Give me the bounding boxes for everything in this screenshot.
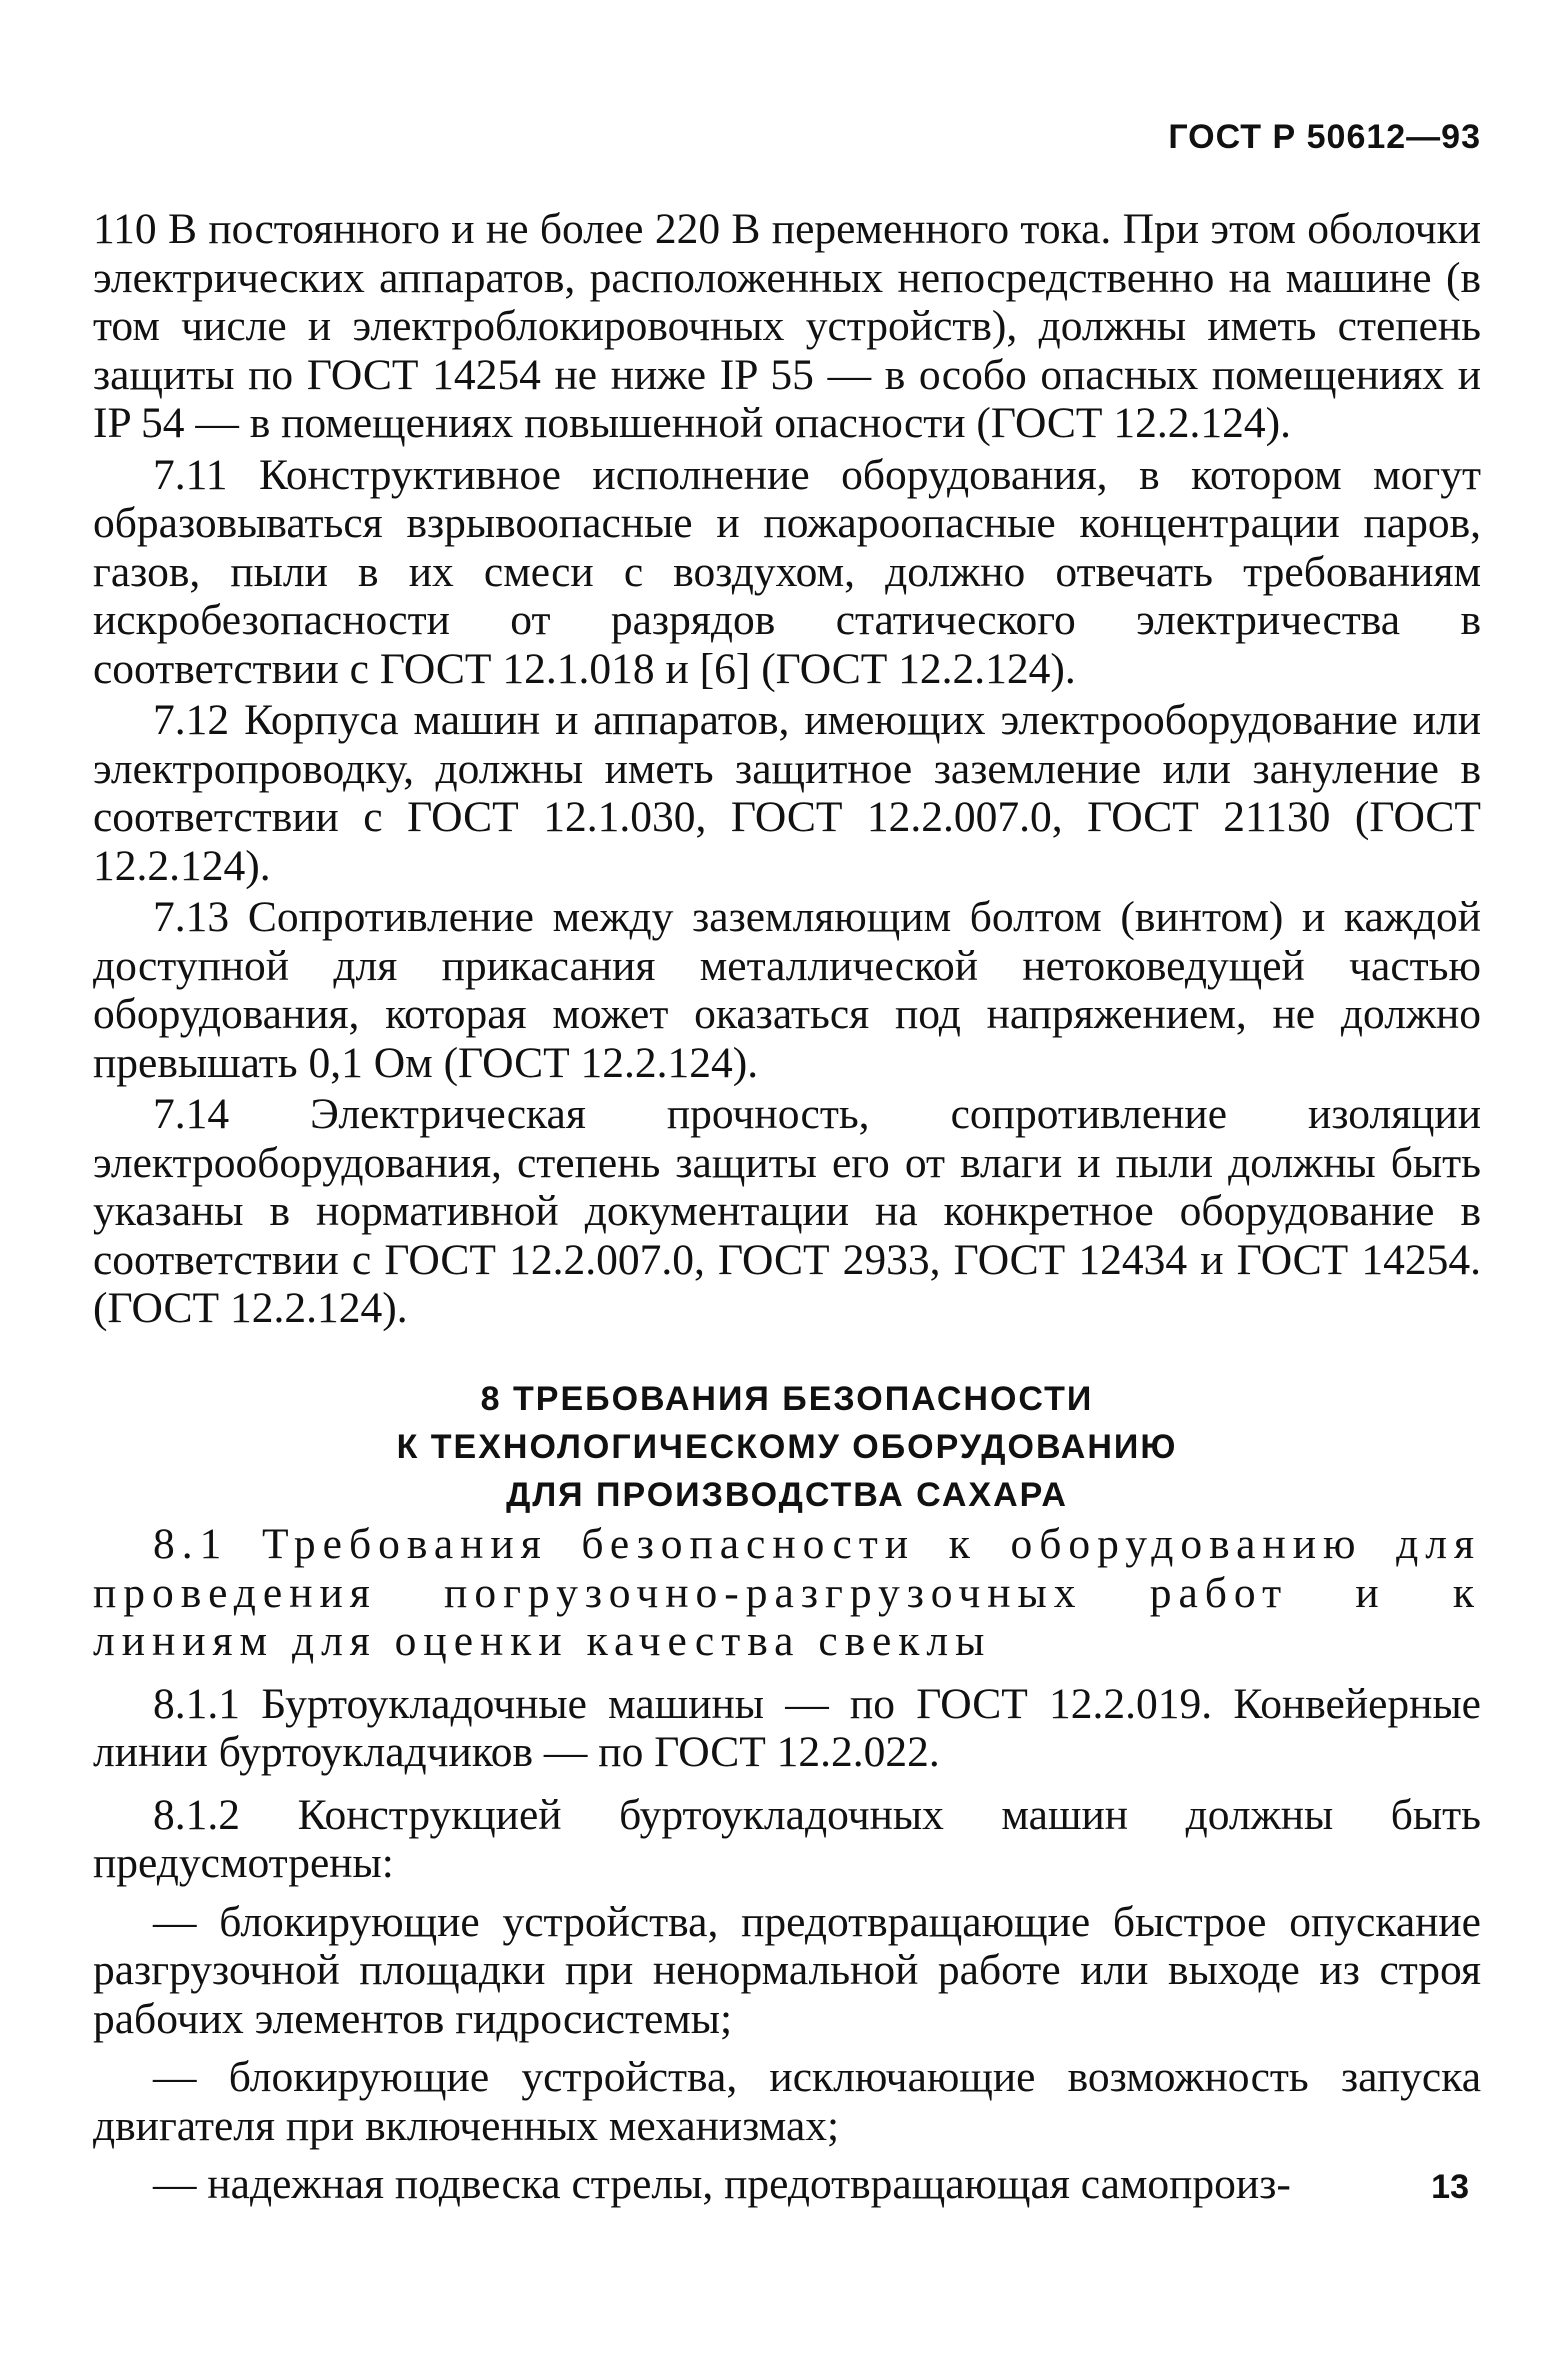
section-8-body (93, 1520, 1481, 2209)
paragraph-7-11: 7.11 Конструктивное исполнение оборудования, в котором могут образовываться взрывоопасные и пожароопасные концентрации паров, газов, пыли в их смеси с воздухом, должно отвечать требованиям искробезопасности от разрядов статического электричества в соответствии с ГОСТ 12.1.018 и [6] (ГОСТ 12.2.124). (93, 450, 1481, 693)
paragraph-7-14: 7.14 Электрическая прочность, сопротивление изоляции электрооборудования, степень защиты его от влаги и пыли должны быть указаны в нормативной документации на конкретное оборудование в соответствии с ГОСТ 12.2.007.0, ГОСТ 2933, ГОСТ 12434 и ГОСТ 14254. (ГОСТ 12.2.124). (93, 1090, 1481, 1332)
subsection-title-8-1: 8.1 Требования безопасности к оборудованию для проведения погрузочно-разгрузочных работ и к линиям для оценки качества свеклы (93, 1520, 1481, 1665)
document-code-header: ГОСТ Р 50612—93 (1168, 118, 1481, 156)
section-heading-line-2: К ТЕХНОЛОГИЧЕСКОМУ ОБОРУДОВАНИЮ (396, 1428, 1178, 1466)
section-heading (93, 1375, 1481, 1519)
page-number: 13 (1431, 2168, 1469, 2206)
clause-8-1-1: 8.1.1 Буртоукладочные машины — по ГОСТ 12.2.019. Конвейерные линии буртоукладчиков — по ГОСТ 12.2.022. (93, 1679, 1481, 1776)
body-text (93, 205, 1481, 1333)
section-heading-line-3: ДЛЯ ПРОИЗВОДСТВА САХАРА (506, 1476, 1068, 1514)
clause-8-1-2: 8.1.2 Конструкцией буртоукладочных машин должны быть предусмотрены: (93, 1790, 1481, 1887)
paragraph-7-12: 7.12 Корпуса машин и аппаратов, имеющих электрооборудование или электропроводку, должны иметь защитное заземление или зануление в соответствии с ГОСТ 12.1.030, ГОСТ 12.2.007.0, ГОСТ 21130 (ГОСТ 12.2.124). (93, 696, 1481, 890)
list-item: — надежная подвеска стрелы, предотвращающая самопроиз- (153, 2160, 1291, 2208)
list-item: — блокирующие устройства, исключающие возможность запуска двигателя при включенных механизмах; (93, 2053, 1481, 2150)
list-item: — блокирующие устройства, предотвращающие быстрое опускание разгрузочной площадки при ненормальной работе или выходе из строя рабочих элементов гидросистемы; (93, 1897, 1481, 2043)
continuation-paragraph: 110 В постоянного и не более 220 В переменного тока. При этом оболочки электрических аппаратов, расположенных непосредственно на машине (в том числе и электроблокировочных устройств), должны иметь степень защиты по ГОСТ 14254 не ниже IP 55 — в особо опасных помещениях и IP 54 — в помещениях повышенной опасности (ГОСТ 12.2.124). (93, 205, 1481, 447)
paragraph-7-13: 7.13 Сопротивление между заземляющим болтом (винтом) и каждой доступной для прикасания металлической нетоковедущей частью оборудования, которая может оказаться под напряжением, не должно превышать 0,1 Ом (ГОСТ 12.2.124). (93, 893, 1481, 1087)
section-heading-line-1: 8 ТРЕБОВАНИЯ БЕЗОПАСНОСТИ (480, 1380, 1094, 1418)
